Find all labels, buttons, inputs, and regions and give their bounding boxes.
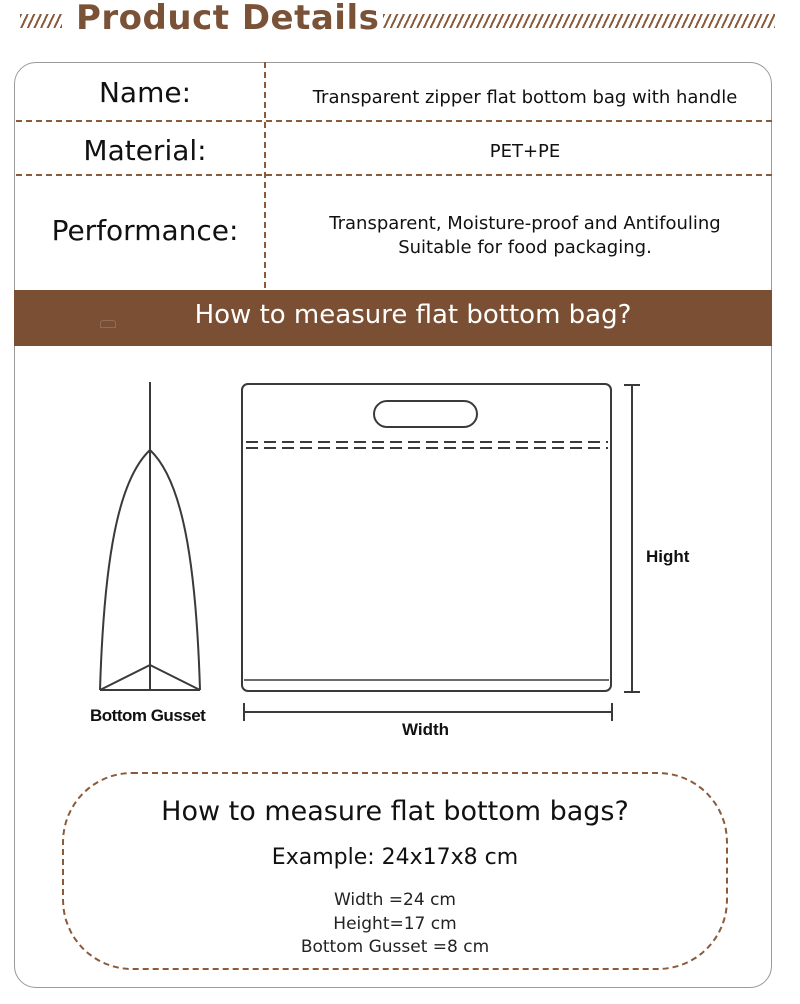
width-label: Width	[402, 720, 450, 739]
gusset-side-view	[100, 382, 200, 690]
page-title: Product Details	[76, 0, 380, 38]
height-dimension	[624, 385, 640, 692]
performance-label: Performance:	[51, 214, 239, 247]
material-label: Material:	[83, 134, 207, 167]
measure-banner-title: How to measure flat bottom bag?	[194, 300, 632, 330]
performance-value-line2: Suitable for food packaging.	[398, 237, 652, 258]
height-label: Hight	[646, 547, 690, 566]
material-value: PET+PE	[489, 141, 561, 162]
example-dimensions: Example: 24x17x8 cm	[271, 845, 519, 870]
name-value: Transparent zipper flat bottom bag with handle	[312, 87, 738, 108]
example-title: How to measure flat bottom bags?	[161, 796, 629, 827]
example-gusset: Bottom Gusset =8 cm	[300, 937, 490, 957]
performance-value-line1: Transparent, Moisture-proof and Antifouling	[329, 213, 721, 234]
bag-front-view	[242, 384, 611, 691]
name-label: Name:	[98, 76, 192, 109]
gusset-label: Bottom Gusset	[90, 706, 206, 725]
width-dimension	[244, 703, 612, 721]
bag-handle-hole	[374, 401, 477, 427]
example-width: Width =24 cm	[334, 890, 456, 910]
example-height: Height=17 cm	[333, 914, 457, 934]
